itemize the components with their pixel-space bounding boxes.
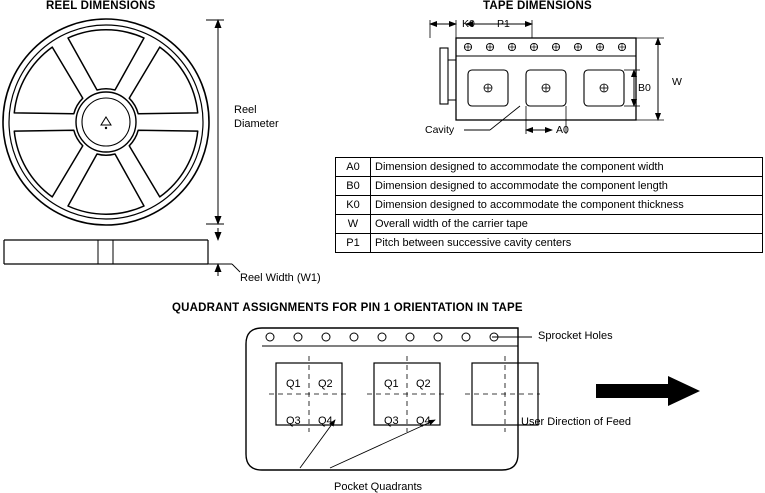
tape-dimensions-title: TAPE DIMENSIONS bbox=[483, 0, 592, 12]
reel-diameter-label-line1: Reel bbox=[234, 104, 257, 116]
legend-desc: Overall width of the carrier tape bbox=[371, 215, 763, 234]
legend-key: A0 bbox=[336, 158, 371, 177]
table-row bbox=[336, 196, 763, 215]
reel-diameter-label-line2: Diameter bbox=[234, 118, 279, 130]
legend-key: W bbox=[336, 215, 371, 234]
reel-width-label: Reel Width (W1) bbox=[240, 272, 321, 284]
legend-desc: Dimension designed to accommodate the component thickness bbox=[371, 196, 763, 215]
tape-w-label: W bbox=[672, 76, 682, 88]
legend-body bbox=[336, 158, 763, 253]
legend-key: K0 bbox=[336, 196, 371, 215]
dimension-legend-table bbox=[335, 157, 763, 253]
legend-key: B0 bbox=[336, 177, 371, 196]
table-row bbox=[336, 158, 763, 177]
feed-direction-arrow bbox=[596, 376, 706, 410]
legend-desc: Dimension designed to accommodate the component width bbox=[371, 158, 763, 177]
table-row bbox=[336, 234, 763, 253]
legend-desc: Dimension designed to accommodate the component length bbox=[371, 177, 763, 196]
quadrant-tape-drawing bbox=[240, 320, 540, 480]
reel-dimensions-title: REEL DIMENSIONS bbox=[46, 0, 156, 12]
user-direction-of-feed-label: User Direction of Feed bbox=[521, 416, 632, 428]
reel-drawing bbox=[0, 12, 300, 282]
pocket-quadrants-label: Pocket Quadrants bbox=[334, 481, 423, 493]
pocket2-q1-label: Q1 bbox=[384, 378, 399, 390]
legend-key: P1 bbox=[336, 234, 371, 253]
tape-p1-label: P1 bbox=[497, 18, 510, 30]
sprocket-holes-label: Sprocket Holes bbox=[538, 330, 613, 342]
pocket2-q4-label: Q4 bbox=[416, 415, 431, 427]
pocket1-q1-label: Q1 bbox=[286, 378, 301, 390]
legend-desc: Pitch between successive cavity centers bbox=[371, 234, 763, 253]
tape-k0-label: K0 bbox=[462, 18, 475, 30]
tape-b0-label: B0 bbox=[638, 82, 651, 94]
pocket1-q3-label: Q3 bbox=[286, 415, 301, 427]
table-row bbox=[336, 177, 763, 196]
pocket1-q4-label: Q4 bbox=[318, 415, 333, 427]
quadrant-title: QUADRANT ASSIGNMENTS FOR PIN 1 ORIENTATION IN TAPE bbox=[172, 302, 523, 314]
pocket2-q2-label: Q2 bbox=[416, 378, 431, 390]
pocket2-q3-label: Q3 bbox=[384, 415, 399, 427]
tape-a0-label: A0 bbox=[556, 124, 569, 136]
tape-cavity-label: Cavity bbox=[425, 124, 455, 136]
table-row bbox=[336, 215, 763, 234]
pocket1-q2-label: Q2 bbox=[318, 378, 333, 390]
